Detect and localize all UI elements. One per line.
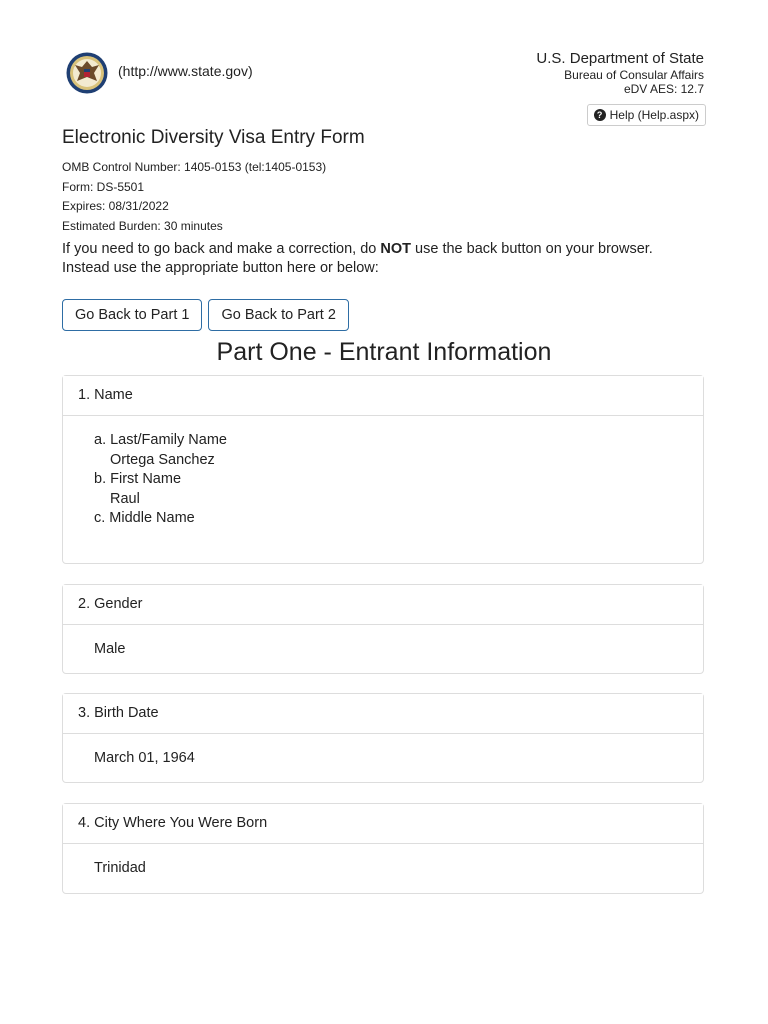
question-circle-icon: ?: [594, 109, 606, 121]
navigation-buttons: [62, 299, 349, 331]
birth-date-body: [63, 734, 703, 768]
bureau-name: Bureau of Consular Affairs: [564, 68, 704, 82]
gender-panel: [62, 584, 704, 674]
gender-body: [63, 625, 703, 659]
form-title: Electronic Diversity Visa Entry Form: [62, 127, 365, 148]
last-name-label: a. Last/Family Name: [94, 432, 227, 448]
last-name-value: Ortega Sanchez: [110, 451, 215, 468]
birth-date-panel: [62, 693, 704, 783]
middle-name-label: c. Middle Name: [94, 510, 195, 526]
state-gov-link[interactable]: (http://www.state.gov): [118, 63, 253, 79]
birth-date-value: March 01, 1964: [94, 750, 195, 766]
expiration-date: Expires: 08/31/2022: [62, 199, 169, 213]
version-label: eDV AES: 12.7: [623, 82, 704, 96]
form-number: Form: DS-5501: [62, 179, 145, 194]
name-list: [94, 431, 703, 529]
page-header: [62, 48, 706, 128]
part-title: Part One - Entrant Information: [216, 338, 552, 366]
instruction-text-bold: NOT: [380, 241, 412, 257]
instruction-text-post: use the back button on your browser. Instead use the appropriate button here or below:: [62, 241, 653, 276]
go-back-part-1-button[interactable]: Go Back to Part 1: [62, 299, 202, 331]
go-back-part-2-button[interactable]: Go Back to Part 2: [208, 299, 348, 331]
birth-city-panel: [62, 803, 704, 894]
form-metadata: [62, 158, 326, 236]
birth-city-heading: 4. City Where You Were Born: [63, 804, 703, 844]
birth-city-body: [63, 844, 703, 878]
estimated-burden: Estimated Burden: 30 minutes: [62, 218, 223, 233]
state-department-seal-icon[interactable]: [66, 52, 108, 94]
name-panel: [62, 375, 704, 564]
birth-city-value: Trinidad: [94, 860, 146, 876]
department-name: U.S. Department of State: [536, 50, 704, 67]
back-instructions: [62, 240, 702, 278]
gender-value: Male: [94, 641, 126, 657]
first-name-label: b. First Name: [94, 471, 182, 487]
name-heading: 1. Name: [63, 376, 703, 416]
department-info: [536, 50, 704, 96]
help-button[interactable]: [587, 104, 706, 126]
first-name-value: Raul: [110, 490, 140, 507]
instruction-text-pre: If you need to go back and make a correction, do: [62, 241, 381, 257]
omb-control-number: OMB Control Number: 1405-0153 (tel:1405-0153): [62, 160, 327, 174]
gender-heading: 2. Gender: [63, 585, 703, 625]
help-label: Help (Help.aspx): [609, 108, 699, 122]
birth-date-heading: 3. Birth Date: [63, 694, 703, 734]
name-body: [63, 416, 703, 529]
